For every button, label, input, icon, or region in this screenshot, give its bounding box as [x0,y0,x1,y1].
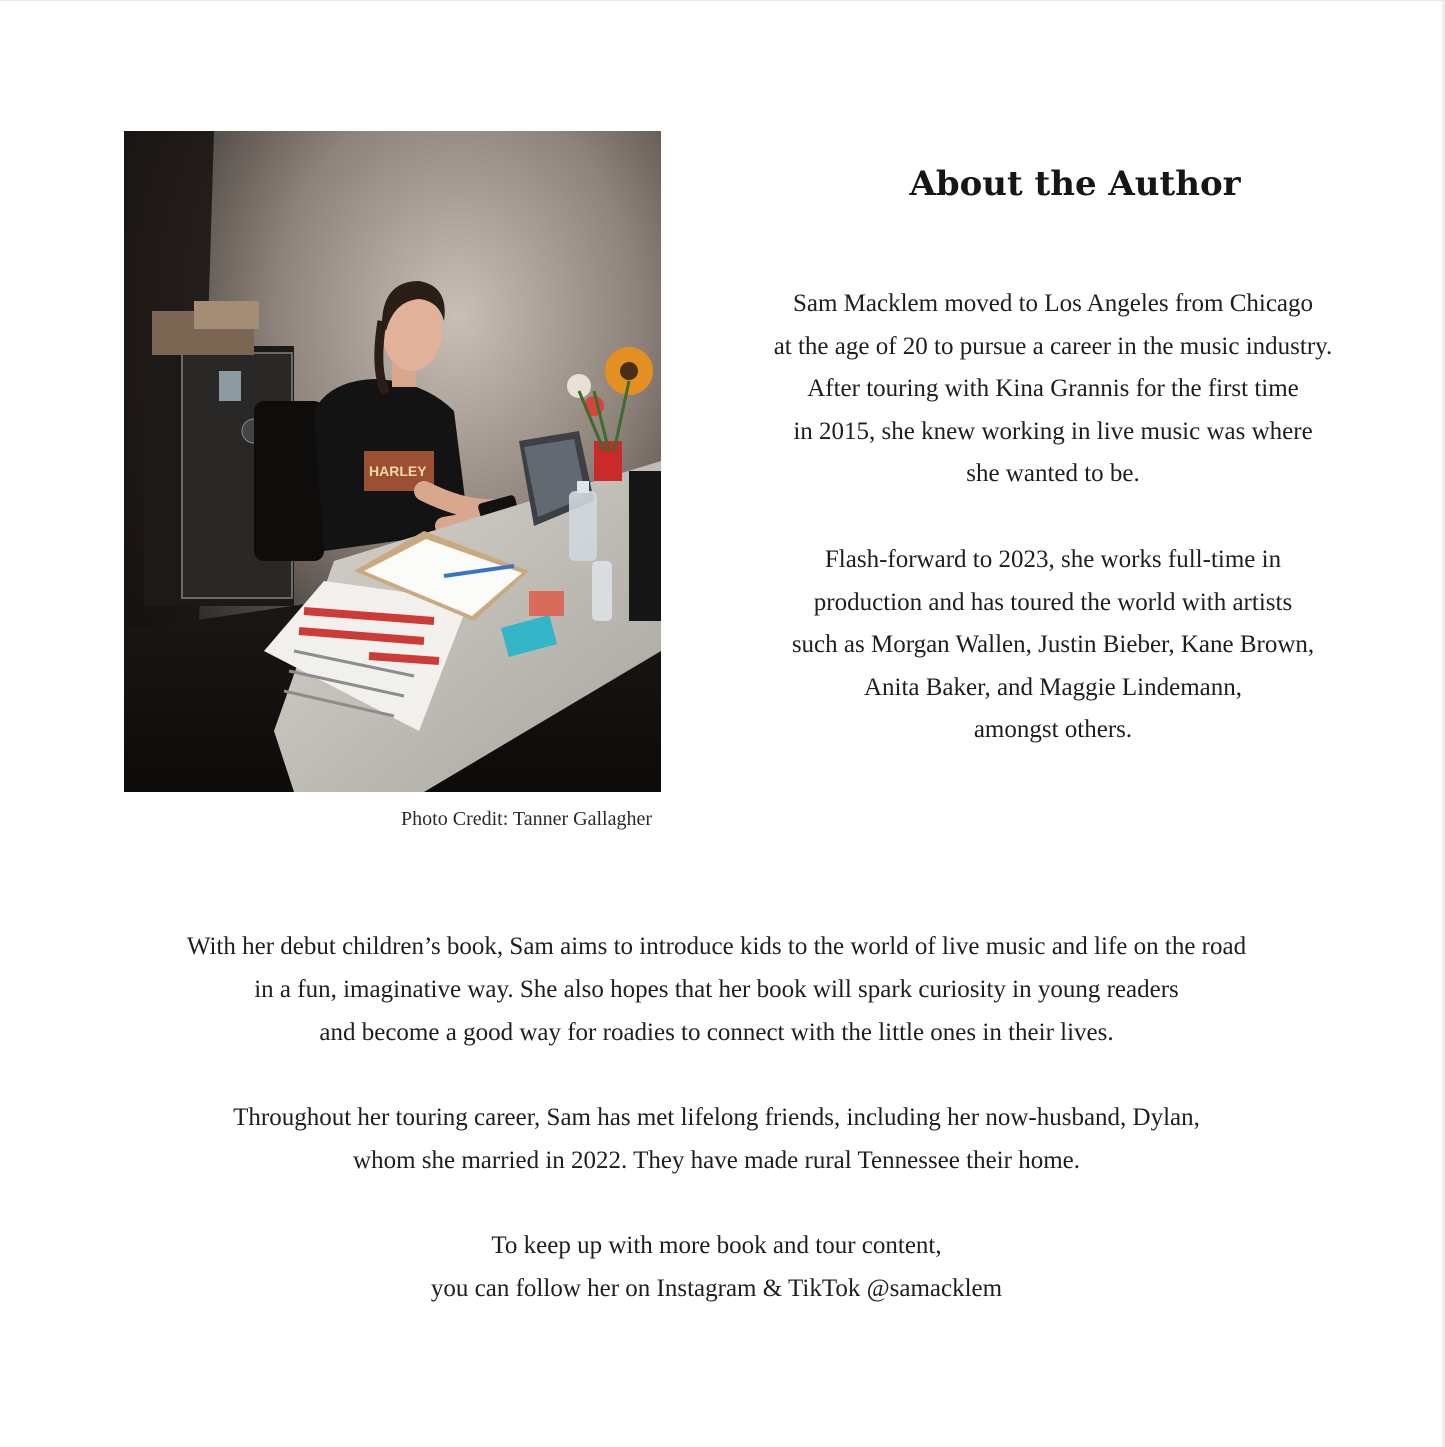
bio-line: amongst others. [973,716,1133,744]
section-title: About the Author [909,164,1241,204]
book-line: With her debut children’s book, Sam aims to introduce kids to the world of live music and life on the road [186,933,1247,960]
bio-line: production and has toured the world with artists [813,588,1293,616]
personal-line: whom she married in 2022. They have made rural Tennessee their home. [353,1147,1080,1174]
top-divider [0,0,1445,1]
personal-line: Throughout her touring career, Sam has met lifelong friends, including her now-husband, Dylan, [233,1104,1200,1131]
bio-line: Sam Macklem moved to Los Angeles from Chicago [792,290,1314,317]
author-photo [124,131,661,792]
follow-line: To keep up with more book and tour content, [491,1232,942,1259]
photo-credit: Photo Credit: Tanner Gallagher [401,808,652,830]
bio-line: After touring with Kina Grannis for the first time [807,375,1299,403]
personal-paragraph [100,1096,1333,1182]
social-handle-line: you can follow her on Instagram & TikTok @samacklem [430,1275,1003,1302]
shirt-graphic-text: HARLEY [369,463,427,479]
follow-paragraph [100,1224,1333,1310]
book-line: and become a good way for roadies to connect with the little ones in their lives. [319,1019,1114,1046]
book-line: in a fun, imaginative way. She also hopes that her book will spark curiosity in young readers [254,976,1179,1003]
bio-line: Anita Baker, and Maggie Lindemann, [863,673,1243,701]
bio-paragraph-1 [740,283,1366,496]
bio-line: she wanted to be. [966,460,1140,488]
bio-line: in 2015, she knew working in live music was where [793,417,1313,445]
book-paragraph [100,925,1333,1054]
bio-line: Flash-forward to 2023, she works full-time in [824,546,1282,573]
bio-paragraph-2 [740,539,1366,752]
author-photo-illustration [124,131,661,792]
bio-line: such as Morgan Wallen, Justin Bieber, Kane Brown, [791,631,1315,659]
bio-line: at the age of 20 to pursue a career in the music industry. [773,332,1333,360]
